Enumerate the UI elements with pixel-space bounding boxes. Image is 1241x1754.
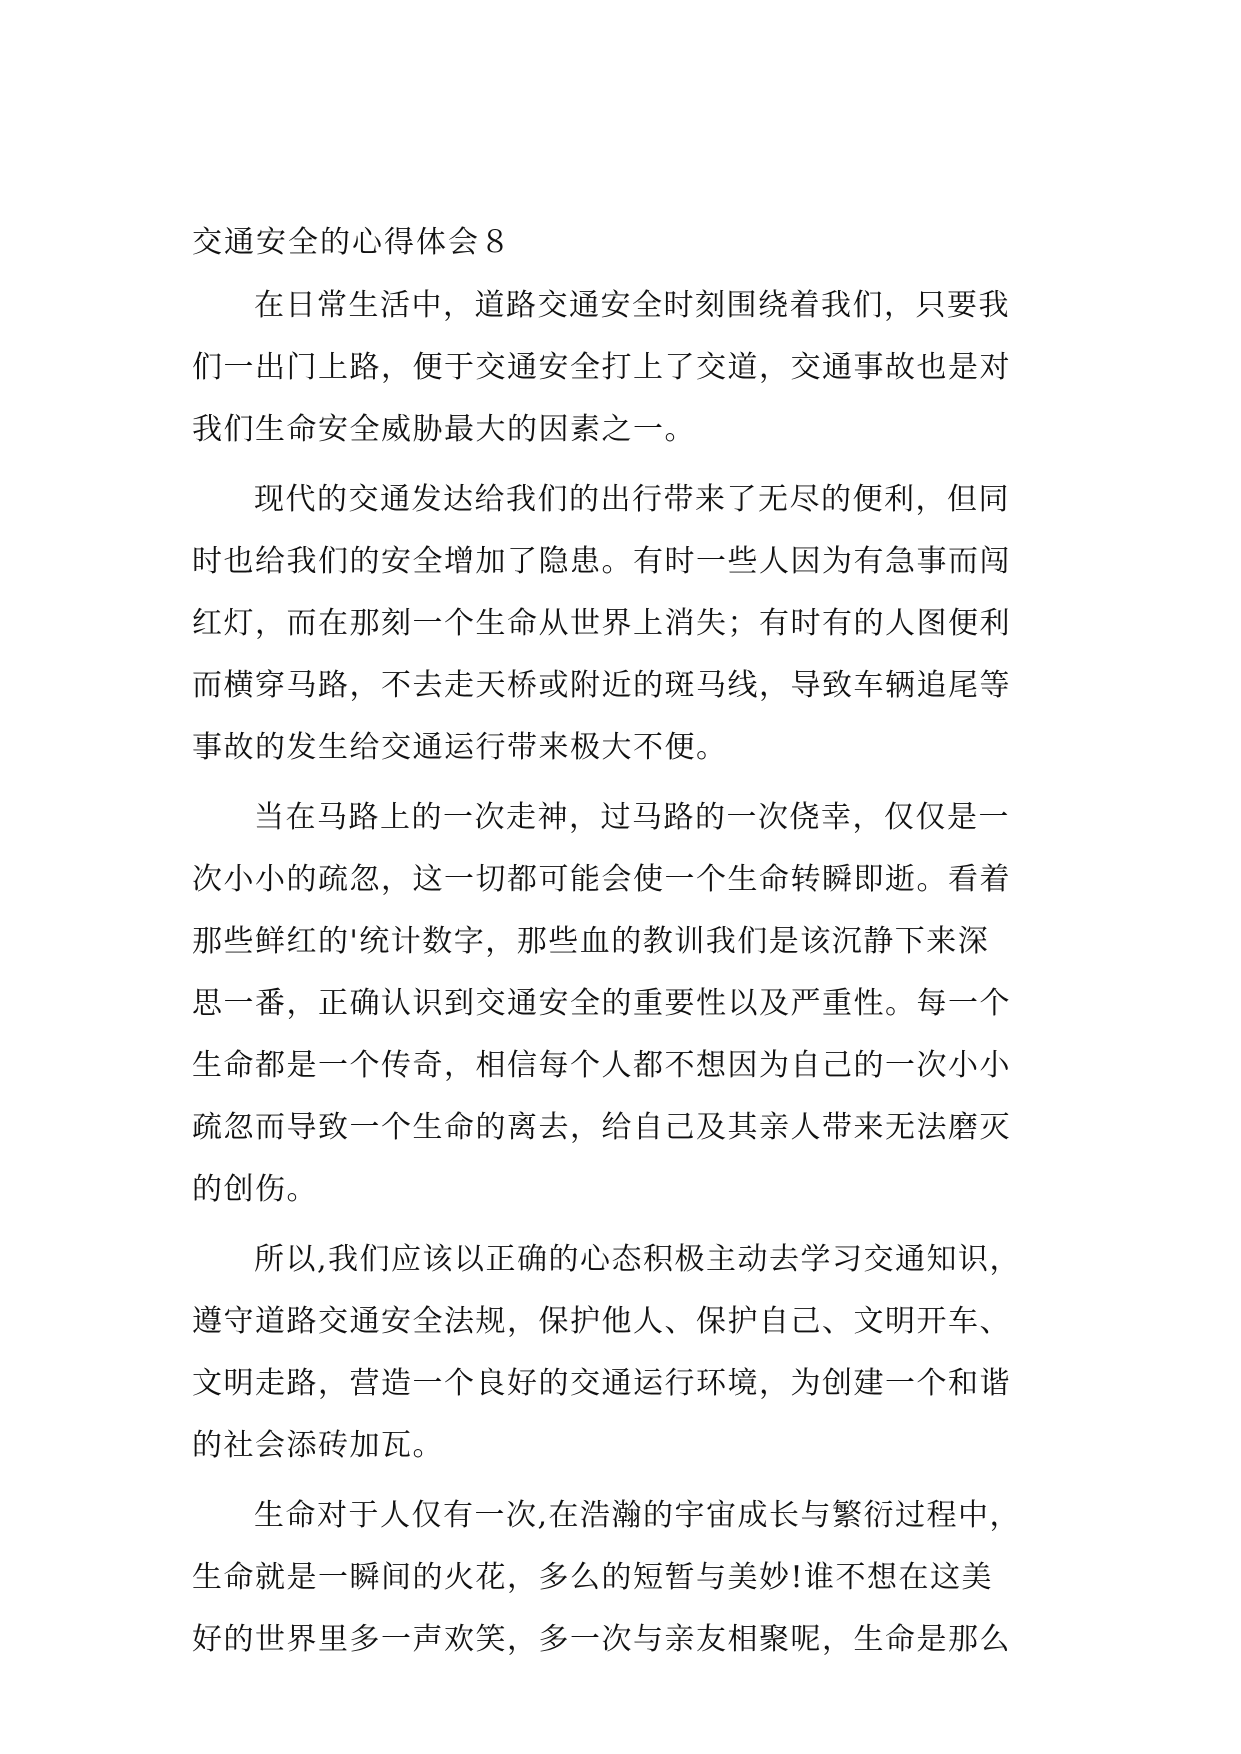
paragraph: 生命对于人仅有一次,在浩瀚的宇宙成长与繁衍过程中， 生命就是一瞬间的火花，多么的短暂与美妙!谁不想在这美 好的世界里多一声欢笑，多一次与亲友相聚呢，生命是那么 (192, 1498, 1022, 1657)
paragraph: 在日常生活中，道路交通安全时刻围绕着我们，只要我 们一出门上路，便于交通安全打上了交道，交通事故也是对 我们生命安全威胁最大的因素之一。 (192, 288, 1011, 447)
paragraph: 所以,我们应该以正确的心态积极主动去学习交通知识， 遵守道路交通安全法规，保护他人、保护自己、文明开车、 文明走路，营造一个良好的交通运行环境，为创建一个和谐 的社会添砖加瓦。 (192, 1242, 1022, 1463)
document-body (192, 222, 1052, 1679)
paragraph: 现代的交通发达给我们的出行带来了无尽的便利，但同 时也给我们的安全增加了隐患。有时一些人因为有急事而闯 红灯，而在那刻一个生命从世界上消失；有时有的人图便利 而横穿马路，不去走天桥或附近的斑马线，导致车辆追尾等 事故的发生给交通运行带来极大不便。 (192, 482, 1011, 765)
document-title: 交通安全的心得体会８ (192, 225, 512, 260)
paragraph: 当在马路上的一次走神，过马路的一次侥幸，仅仅是一 次小小的疏忽，这一切都可能会使一个生命转瞬即逝。看着 那些鲜红的'统计数字，那些血的教训我们是该沉静下来深 思一番，正确认识到交通安全的重要性以及严重性。每一个 生命都是一个传奇，相信每个人都不想因为自己的一次小小 疏忽而导致一个生命的离去，给自己及其亲人带来无法磨灭 的创伤。 (192, 800, 1011, 1207)
